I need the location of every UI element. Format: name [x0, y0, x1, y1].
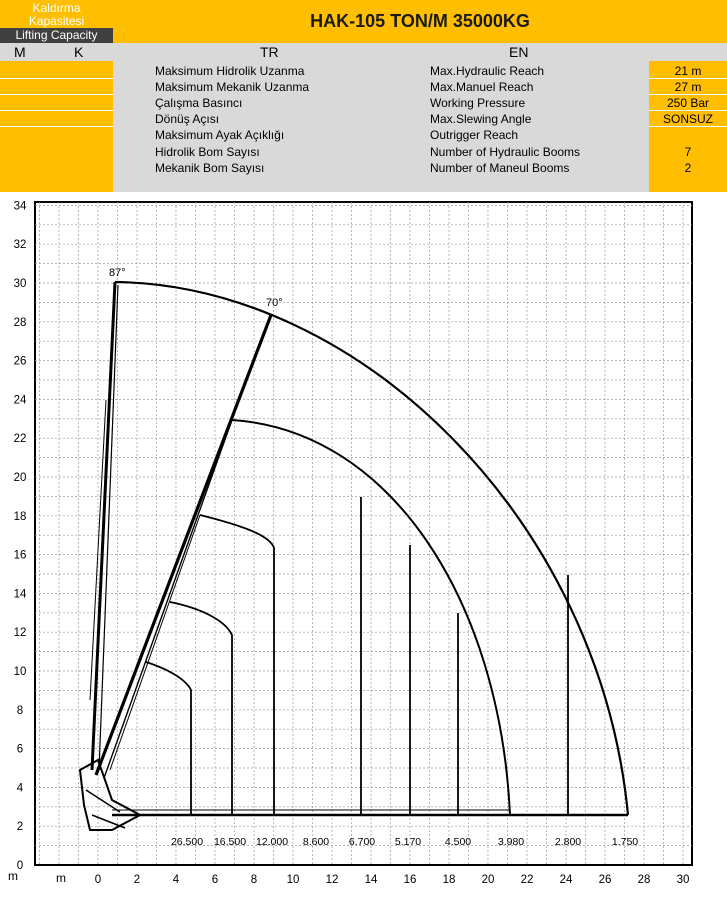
y-axis-unit: m: [8, 869, 18, 883]
y-tick-label: 28: [13, 316, 27, 329]
plot-frame: [35, 202, 692, 865]
spec-row: [0, 144, 727, 160]
spec-tr: Çalışma Basıncı: [155, 96, 243, 110]
x-tick-label: 2: [133, 874, 141, 886]
spec-value: 250 Bar: [666, 96, 710, 110]
spec-row: [0, 63, 727, 79]
spec-tr: Maksimum Ayak Açıklığı: [155, 128, 285, 142]
x-tick-label: 26: [598, 874, 612, 886]
y-axis: [14, 200, 27, 872]
x-tick-label: 12: [325, 874, 339, 886]
capacity-label-line1: Kaldırma: [32, 1, 81, 15]
lang-tr-label: TR: [260, 44, 279, 60]
x-tick-label: 8: [250, 874, 258, 886]
y-tick-label: 20: [13, 472, 27, 484]
language-header-row: [113, 43, 727, 61]
spec-tr: Dönüş Açısı: [155, 112, 220, 126]
spec-row: [0, 127, 727, 143]
y-tick-label: 14: [13, 588, 27, 601]
spec-en: Number of Hydraulic Booms: [430, 145, 581, 159]
capacity-label-line2: Kapasitesi: [28, 14, 85, 28]
y-tick-label: 12: [13, 627, 27, 640]
spec-en: Number of Maneul Booms: [430, 161, 570, 175]
y-tick-label: 4: [16, 782, 24, 795]
capacity-label: 8.600: [302, 836, 330, 848]
x-tick-label: 24: [559, 874, 573, 886]
y-tick-label: 0: [16, 860, 24, 872]
spec-value: 7: [684, 145, 692, 159]
x-tick-label: 22: [520, 874, 534, 886]
x-tick-label: 18: [442, 874, 456, 886]
capacity-label: 26.500: [170, 836, 204, 848]
x-tick-label: 30: [676, 874, 690, 886]
page-title: HAK-105 TON/M 35000KG: [310, 11, 530, 31]
spec-value: 2: [684, 161, 692, 175]
x-tick-label: 20: [481, 874, 495, 886]
x-tick-label: 10: [286, 874, 300, 886]
capacity-label: 12.000: [255, 836, 289, 848]
y-tick-label: 18: [13, 510, 27, 523]
spec-tr: Maksimum Mekanik Uzanma: [155, 80, 310, 94]
y-tick-label: 34: [13, 200, 27, 213]
y-tick-label: 8: [16, 704, 24, 717]
y-tick-label: 10: [13, 666, 27, 678]
y-tick-label: 6: [16, 743, 24, 756]
spec-row: [0, 160, 727, 176]
y-tick-label: 16: [13, 549, 27, 562]
y-tick-label: 2: [16, 821, 24, 834]
y-tick-label: 32: [13, 239, 27, 252]
y-tick-label: 26: [13, 355, 27, 368]
lang-en-label: EN: [509, 44, 529, 60]
spec-row: [0, 95, 727, 111]
x-tick-label: 4: [172, 874, 180, 886]
capacity-label: 6.700: [348, 836, 376, 848]
spec-value: SONSUZ: [662, 112, 713, 126]
spec-en: Outrigger Reach: [430, 128, 519, 142]
spec-tr: Mekanik Bom Sayısı: [155, 161, 265, 175]
spec-en: Max.Slewing Angle: [430, 112, 532, 126]
spec-value: 27 m: [674, 80, 702, 94]
unit-k-label: K: [74, 44, 84, 60]
spec-tr: Hidrolik Bom Sayısı: [155, 145, 260, 159]
x-axis: [95, 874, 690, 886]
spec-en: Working Pressure: [430, 96, 526, 110]
capacity-label: 1.750: [611, 836, 639, 848]
capacity-label: 2.800: [554, 836, 582, 848]
x-tick-label: 14: [364, 874, 378, 886]
spec-en: Max.Hydraulic Reach: [430, 64, 545, 78]
capacity-label: 3.980: [497, 836, 525, 848]
capacity-label: 5.170: [394, 836, 422, 848]
x-axis-unit: m: [56, 871, 66, 885]
capacity-label-line3: Lifting Capacity: [0, 28, 113, 43]
x-tick-label: 0: [94, 874, 102, 886]
x-tick-label: 6: [211, 874, 219, 886]
spec-en: Max.Manuel Reach: [430, 80, 534, 94]
x-tick-label: 28: [637, 874, 651, 886]
spec-row: [0, 79, 727, 95]
spec-tr: Maksimum Hidrolik Uzanma: [155, 64, 305, 78]
spec-value: 21 m: [674, 64, 702, 78]
y-tick-label: 22: [13, 433, 27, 446]
y-tick-label: 24: [13, 394, 27, 407]
unit-m-label: M: [14, 44, 26, 60]
capacity-label: 16.500: [213, 836, 247, 848]
x-tick-label: 16: [403, 874, 417, 886]
angle-label: 87°: [109, 267, 126, 279]
y-tick-label: 30: [13, 278, 27, 290]
capacity-label: 4.500: [444, 836, 472, 848]
spec-row: [0, 111, 727, 127]
lifting-capacity-diagram: [0, 192, 727, 916]
angle-label: 70°: [266, 297, 283, 309]
